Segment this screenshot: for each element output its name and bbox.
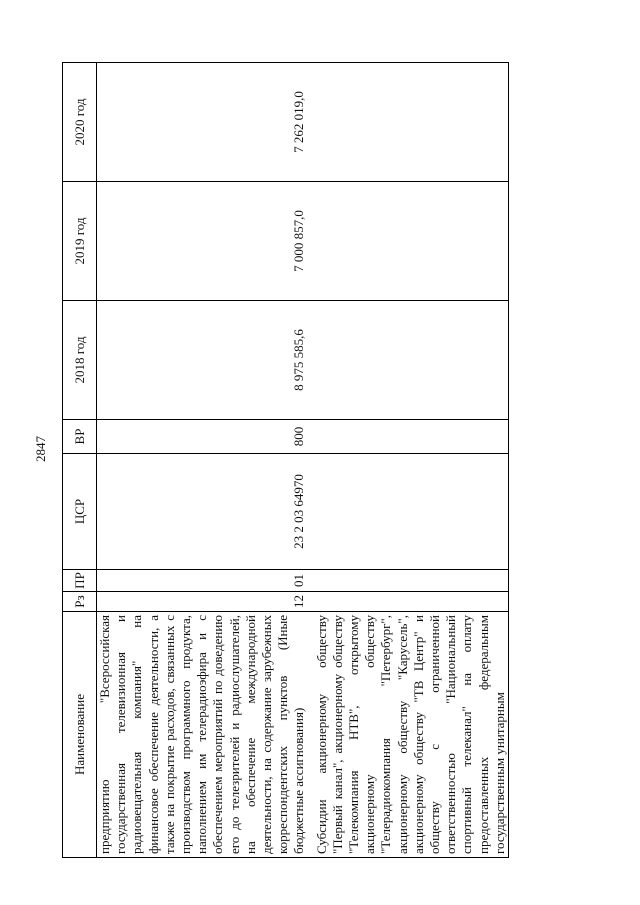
- row-pr: [308, 570, 509, 592]
- row-csr: [308, 454, 509, 570]
- row-2020: [308, 63, 509, 182]
- budget-table: [62, 62, 509, 858]
- row-name: Субсидии акционерному обществу "Первый канал", акционерному обществу "Телекомпания НТВ", открытому акционерному обществу "Телерадиокомпания "Петербург", акционерному обществу "Карусель", акционерному обществу "ТВ Центр" и обществу с ограниченной ответственностью "Национальный спортивный телеканал" на оплату предоставленных федеральным государственным унитарным: [308, 612, 509, 858]
- header-2020: 2020 год: [63, 63, 97, 182]
- header-name: Наименование: [63, 612, 97, 858]
- row-vr: 800: [97, 420, 308, 454]
- header-vr: ВР: [63, 420, 97, 454]
- row-2019: 7 000 857,0: [97, 182, 308, 301]
- header-row: [63, 63, 97, 858]
- page-number: 2847: [33, 436, 48, 462]
- header-rz: Рз: [63, 592, 97, 612]
- row-2018: [308, 301, 509, 420]
- row-vr: [308, 420, 509, 454]
- header-pr: ПР: [63, 570, 97, 592]
- row-2018: 8 975 585,6: [97, 301, 308, 420]
- header-csr: ЦСР: [63, 454, 97, 570]
- rotated-table-wrapper: [62, 63, 606, 858]
- row-pr: 01: [97, 570, 308, 592]
- row-2019: [308, 182, 509, 301]
- header-2019: 2019 год: [63, 182, 97, 301]
- table-row: [97, 63, 308, 858]
- header-2018: 2018 год: [63, 301, 97, 420]
- row-2020: 7 262 019,0: [97, 63, 308, 182]
- row-name: предприятию "Всероссийская государственная телевизионная и радиовещательная компания" на финансовое обеспечение деятельности, а также на покрытие расходов, связанных с производством программного продукта, наполнением им телерадиоэфира и с обеспечением мероприятий по доведению его до телезрителей и радиослушателей, на обеспечение международной деятельности, на содержание зарубежных корреспондентских пунктов (Иные бюджетные ассигнования): [97, 612, 308, 858]
- row-csr: 23 2 03 64970: [97, 454, 308, 570]
- table-row: [308, 63, 509, 858]
- row-rz: 12: [97, 592, 308, 612]
- row-rz: [308, 592, 509, 612]
